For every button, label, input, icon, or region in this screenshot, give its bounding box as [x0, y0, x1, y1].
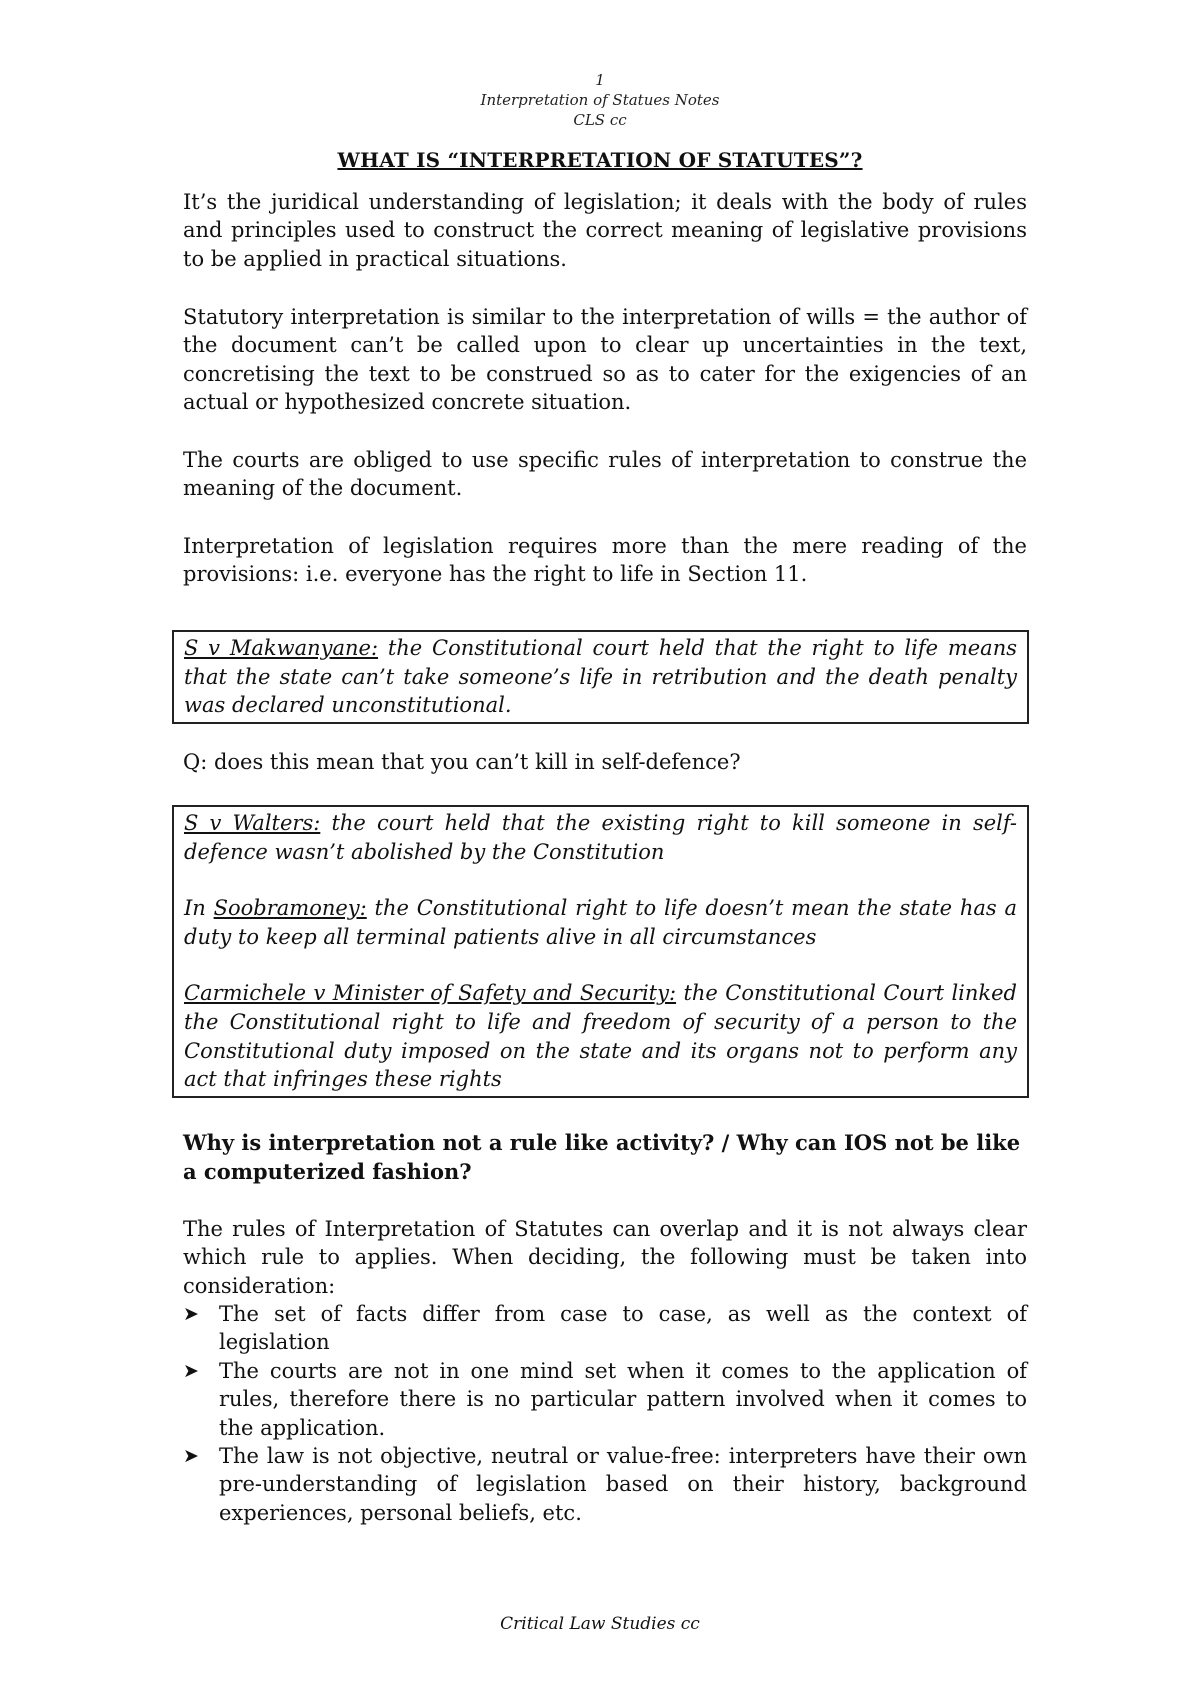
page-number: 1 — [595, 71, 605, 89]
case-makwanyane — [184, 634, 1017, 720]
paragraph-rules-overlap: The rules of Interpretation of Statutes can overlap and it is not always clear which rule to applies. When deciding, the following must be taken into consideration: — [183, 1217, 1027, 1298]
list-item-text: The courts are not in one mind set when it comes to the application of rules, therefore there is no particular pattern involved when it comes to the application. — [219, 1358, 1027, 1440]
list-item-text: The set of facts differ from case to case, as well as the context of legislation — [219, 1302, 1027, 1355]
list-item — [183, 1300, 1027, 1357]
list-item — [183, 1357, 1027, 1442]
paragraph-wills-comparison: Statutory interpretation is similar to the interpretation of wills = the author of the document can’t be called upon to clear up uncertainties in the text, concretising the text to be construed so as to cater for the exigencies of an actual or hypothesized concrete situation. — [183, 305, 1027, 415]
paragraph-courts-obliged: The courts are obliged to use specific rules of interpretation to construe the meaning of the document. — [183, 448, 1027, 501]
case-holding: the court held that the existing right to kill someone in self-defence wasn’t abolished by the Constitution — [184, 811, 1017, 864]
case-walters — [184, 809, 1017, 866]
considerations-list — [183, 1300, 1027, 1527]
list-item-text: The law is not objective, neutral or value-free: interpreters have their own pre-understanding of legislation based on their history, background experiences, personal beliefs, etc. — [219, 1444, 1027, 1525]
case-name: Carmichele v Minister of Safety and Security: — [184, 981, 677, 1006]
arrow-bullet-icon: ➤ — [183, 1303, 199, 1325]
case-name: S v Makwanyane: — [184, 636, 379, 660]
case-holding: the Constitutional court held that the right to life means that the state can’t take someone’s life in retribution and the death penalty was declared unconstitutional. — [184, 636, 1017, 718]
case-box-makwanyane — [172, 630, 1029, 724]
list-item — [183, 1442, 1027, 1527]
case-holding: the Constitutional Court linked the Constitutional right to life and freedom of security of a person to the Constitutional duty imposed on the state and its organs not to perform any act that infringes these rights — [184, 981, 1018, 1092]
case-box-self-defence — [172, 805, 1029, 1098]
header-doc-title: Interpretation of Statues Notes — [480, 91, 720, 109]
case-holding: the Constitutional right to life doesn’t mean the state has a duty to keep all terminal patients alive in all circumstances — [184, 896, 1017, 949]
page-footer: Critical Law Studies cc — [500, 1614, 700, 1634]
case-name: Soobramoney: — [213, 896, 367, 921]
header-publisher: CLS cc — [573, 111, 627, 129]
paragraph-definition: It’s the juridical understanding of legislation; it deals with the body of rules and principles used to construct the correct meaning of legislative provisions to be applied in practical situations. — [183, 190, 1027, 271]
question-self-defence: Q: does this mean that you can’t kill in self-defence? — [183, 750, 741, 774]
case-name: S v Walters: — [184, 811, 321, 835]
page-title: WHAT IS “INTERPRETATION OF STATUTES”? — [337, 148, 863, 172]
paragraph-more-than-reading: Interpretation of legislation requires more than the mere reading of the provisions: i.e. everyone has the right to life in Section 11. — [183, 534, 1027, 587]
arrow-bullet-icon: ➤ — [183, 1445, 199, 1468]
case-prefix: In — [184, 896, 214, 921]
arrow-bullet-icon: ➤ — [183, 1359, 199, 1382]
case-soobramoney — [184, 894, 1017, 951]
section-heading: Why is interpretation not a rule like activity? / Why can IOS not be like a computerized fashion? — [183, 1130, 1021, 1184]
case-carmichele — [184, 979, 1017, 1093]
